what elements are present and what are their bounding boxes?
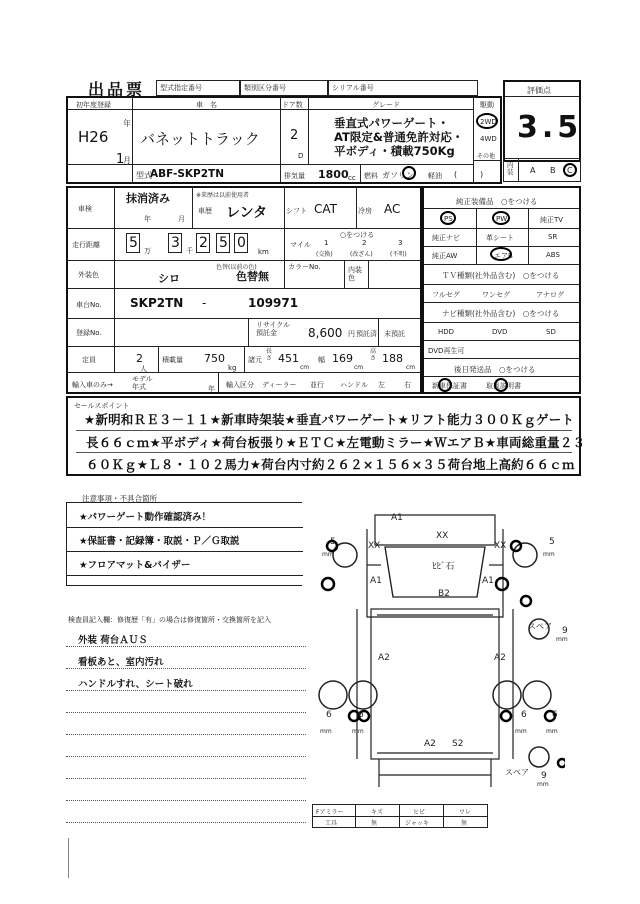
vehicle-basic-section: 初年度登録 車 名 ドア数 グレード H26 年 1 月 バネットトラック 2 D 垂直式パワーゲート・ AT限定&普通免許対応・ 平ボディ・積載750Kg 駆動 2WD 4WD その他 型式 ABF-SKP2TN 排気量 1800 cc 燃料 ガソリン 軽油 ( ) (66, 96, 502, 184)
equip-airbag-circle (490, 247, 512, 261)
first-reg-era: H26 (78, 128, 109, 146)
grade-line-2: AT限定&普通免許対応・ (334, 130, 464, 144)
note-line-3: ★フロアマット&バイザー (79, 560, 191, 571)
model-value: ABF-SKP2TN (150, 168, 224, 180)
inspection-value: 抹消済み (126, 192, 170, 205)
mileage-digit-5: 0 (234, 233, 248, 253)
capacity-value: 2 (136, 352, 143, 365)
first-reg-month: 1 (116, 152, 125, 167)
inspector-label: 検査員記入欄：修復歴「有」の場合は修復箇所・交換箇所を記入 (68, 616, 271, 624)
chassis-prefix: SKP2TN (130, 296, 184, 310)
extra-table: Fアミラー キズ ヒビ ワレ 工具 無 ジャッキ 無 (312, 804, 488, 828)
grade-line-1: 垂直式パワーゲート・ (334, 116, 449, 130)
grade-line-3: 平ボディ・積載750Kg (334, 144, 455, 158)
mark-xx-right: XX (494, 541, 507, 551)
mileage-digit-2: 3 (168, 233, 182, 253)
drive-2wd-circle (476, 113, 498, 129)
score-box (503, 80, 581, 162)
later-manual-circle (494, 378, 508, 392)
inspector-box (66, 626, 306, 826)
width-value: 169 (332, 352, 353, 365)
color-value: シロ (158, 272, 180, 285)
equip-ps: PS (444, 215, 453, 223)
doors-value: 2 (290, 128, 299, 143)
equip-ps-circle (440, 211, 456, 225)
ac-value: AC (384, 202, 401, 216)
note-line-1: ★パワーゲート動作確認済み！ (79, 512, 212, 523)
mark-a1-top: A1 (391, 513, 403, 523)
class-no-box: 類別区分番号 (240, 80, 328, 96)
mark-a2-right: A2 (494, 653, 506, 663)
equipment-section: 純正装備品 ○をつける PS PW 純正TV 純正ナビ 革シート SR 純正AW エアB ABS ＴＶ種類(社外品含む) ○をつける フルセグ ワンセグ アナログ ナビ種類(社外品含む) ○をつける HDD DVD SD DVD再生可 後日発送品 ○をつける 新車保証書 取扱説明書 (422, 186, 581, 394)
fuel-circle (402, 166, 416, 180)
recycle-value: 8,600 (308, 326, 343, 340)
inspector-line-1: 外装 荷台ＡＵＳ (78, 635, 148, 646)
note-line-2: ★保証書・記録簿・取説・Ｐ／Ｇ取説 (79, 536, 240, 547)
mark-xx-center: XX (436, 531, 449, 541)
drive-2wd: 2WD (480, 118, 497, 126)
equip-pw: PW (496, 215, 508, 223)
mileage-digit-1: 5 (126, 233, 140, 253)
score-value: 3.5 (517, 110, 583, 145)
sales-line-1: ★新明和ＲＥ３－１１★新車時架装★垂直パワーゲート★リフト能力３００Ｋｇゲート (84, 412, 575, 427)
height-value: 188 (382, 352, 403, 365)
inspector-line-3: ハンドルすれ、シート破れ (78, 679, 193, 690)
later-warranty-circle (438, 378, 452, 392)
mark-chip: ﾋﾋﾞ石 (432, 562, 455, 572)
mileage-digit-3: 2 (196, 233, 210, 253)
mark-a2-rear: A2 (424, 739, 436, 749)
chassis-number: 109971 (248, 296, 299, 310)
serial-box: シリアル番号 (328, 80, 478, 96)
displacement-value: 1800 (318, 168, 349, 181)
mark-xx-left: XX (368, 541, 381, 551)
sales-line-3: ６０Ｋｇ★Ｌ８・１０２馬力★荷台内寸約２６２×１５６×３５荷台地上高約６６ｃｍ (86, 457, 575, 472)
interior-box: 内装 A B C (503, 158, 581, 182)
mark-a2-left: A2 (378, 653, 390, 663)
sales-line-2: 長６６ｃｍ★平ボディ★荷台板張り★ＥＴＣ★左電動ミラー★ＷエアＢ★車両総重量２３ (86, 435, 586, 450)
mark-a1-left: A1 (370, 576, 382, 586)
car-name: バネットトラック (140, 130, 260, 148)
mark-s2-rear: S2 (452, 739, 464, 749)
length-value: 451 (278, 352, 299, 365)
type-no-box: 型式指定番号 (156, 80, 240, 96)
page-title: 出品票 (88, 80, 146, 99)
equip-pw-circle (492, 211, 510, 225)
color-change-value: 色替無 (236, 270, 269, 283)
fuel-gasoline: ガソリン (382, 171, 414, 180)
notes-box (66, 502, 302, 586)
interior-circle (563, 163, 577, 177)
mark-a1-right: A1 (482, 576, 494, 586)
mileage-digit-4: 5 (216, 233, 230, 253)
inspector-line-2: 看板あと、室内汚れ (78, 657, 164, 668)
score-label: 評価点 (527, 86, 551, 95)
load-value: 750 (204, 352, 225, 365)
car-damage-diagram (305, 505, 565, 795)
shift-value: CAT (314, 202, 337, 216)
sales-points-section: セールスポイント ★新明和ＲＥ３－１１★新車時架装★垂直パワーゲート★リフト能力３００Ｋｇゲート 長６６ｃｍ★平ボディ★荷台板張り★ＥＴＣ★左電動ミラー★ＷエアＢ★車両総重量２３ ６０Ｋｇ★Ｌ８・１０２馬力★荷台内寸約２６２×１５６×３５荷台地上高約６６ｃｍ (66, 396, 581, 476)
vehicle-detail-section: 車検 抹消済み 年 月 ※来歴は以前使用者 車歴 レンタ シフト CAT 冷房 AC 走行距離 5 万 3 千 2 5 0 km マイル ○をつける 1 (交換) 2 (改ざん) 3 (不明) 外装色 シロ 色替(以前の色) 色替無 カラーNo. 内装色 車台No. SKP2TN - 109971 登録No. リサイクル預託金 8,600 円 預託済 未預託 定員 2 人 積載量 750 kg 諸元 長さ 451 cm 幅 169 cm 高さ 188 cm 輸入車のみ→ モデル年式 年 輸入区分 ディーラー 並行 ハンドル 左 右 (66, 186, 422, 394)
equip-airbag: エアB (494, 252, 513, 260)
notes-label: 注意事項・不具合箇所 (82, 494, 157, 503)
mark-b2: B2 (438, 589, 450, 599)
history-value: レンタ (226, 205, 268, 221)
